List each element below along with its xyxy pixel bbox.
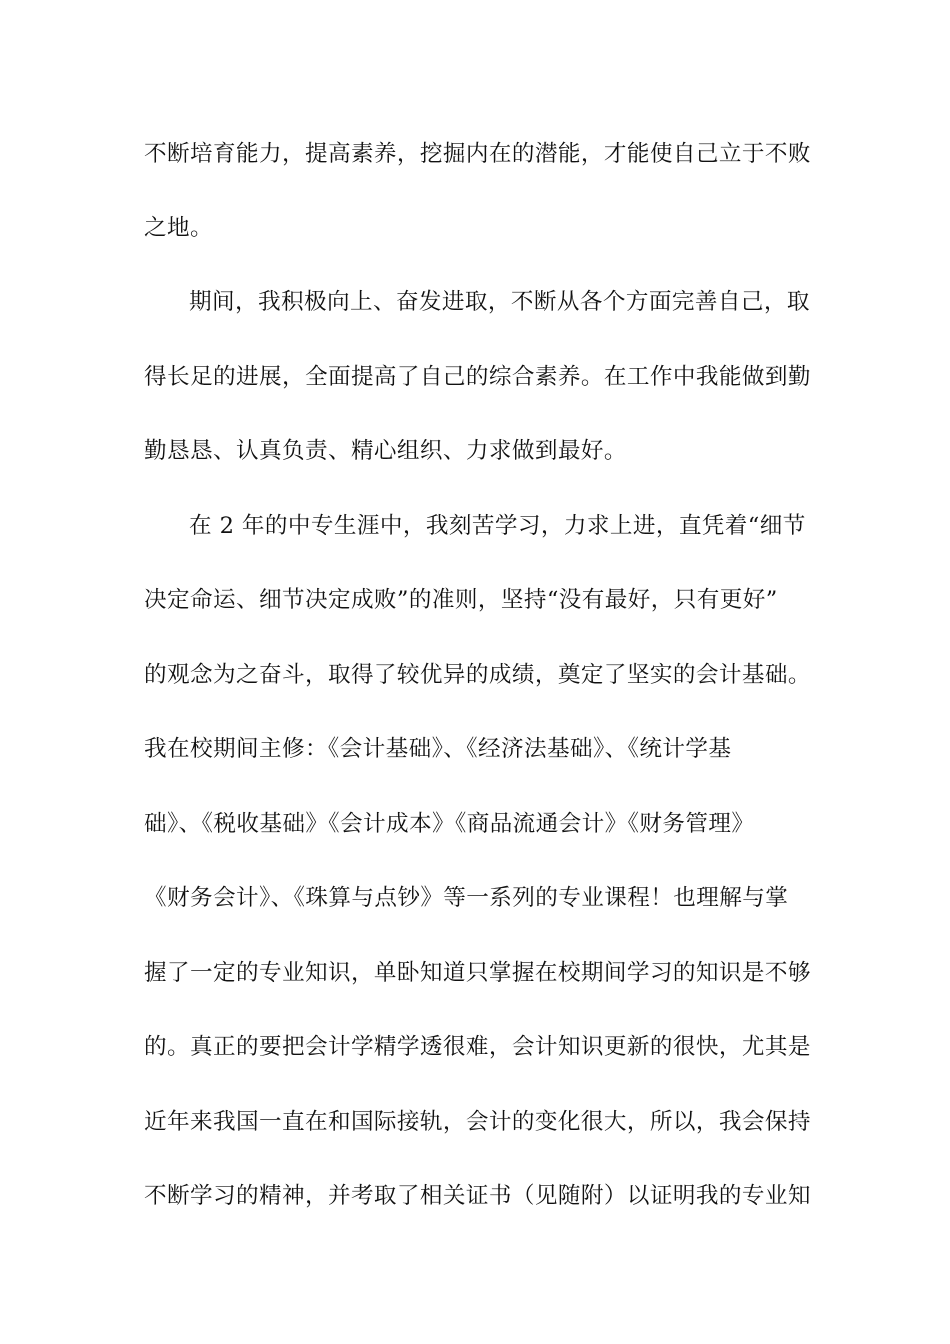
text-line-9: 我在校期间主修：《会计基础》、《经济法基础》、《统计学基 [144, 736, 732, 762]
text-line-10: 础》、《税收基础》《会计成本》《商品流通会计》《财务管理》 [144, 811, 755, 837]
text-line-12: 握了一定的专业知识，单卧知道只掌握在校期间学习的知识是不够 [144, 960, 811, 986]
text-line-13: 的。真正的要把会计学精学透很难，会计知识更新的很快，尤其是 [144, 1034, 811, 1060]
text-line-5: 勤恳恳、认真负责、精心组织、力求做到最好。 [144, 438, 627, 464]
text-line-1: 不断培育能力，提高素养，挖掘内在的潜能，才能使自己立于不败 [144, 141, 811, 167]
text-line-7: 决定命运、细节决定成败”的准则，坚持“没有最好，只有更好” [144, 587, 778, 613]
text-line-15: 不断学习的精神，并考取了相关证书（见随附）以证明我的专业知 [144, 1183, 811, 1209]
text-line-14: 近年来我国一直在和国际接轨，会计的变化很大，所以，我会保持 [144, 1109, 811, 1135]
text-line-2: 之地。 [144, 215, 213, 241]
text-line-8: 的观念为之奋斗，取得了较优异的成绩，奠定了坚实的会计基础。 [144, 662, 811, 688]
text-line-11: 《财务会计》、《珠算与点钞》等一系列的专业课程！也理解与掌 [144, 885, 789, 911]
paragraph-start-line-3: 期间，我积极向上、奋发进取，不断从各个方面完善自己，取 [189, 289, 810, 315]
paragraph-start-line-6: 在 2 年的中专生涯中，我刻苦学习，力求上进，直凭着“细节 [189, 513, 806, 539]
text-line-4: 得长足的进展，全面提高了自己的综合素养。在工作中我能做到勤 [144, 364, 811, 390]
